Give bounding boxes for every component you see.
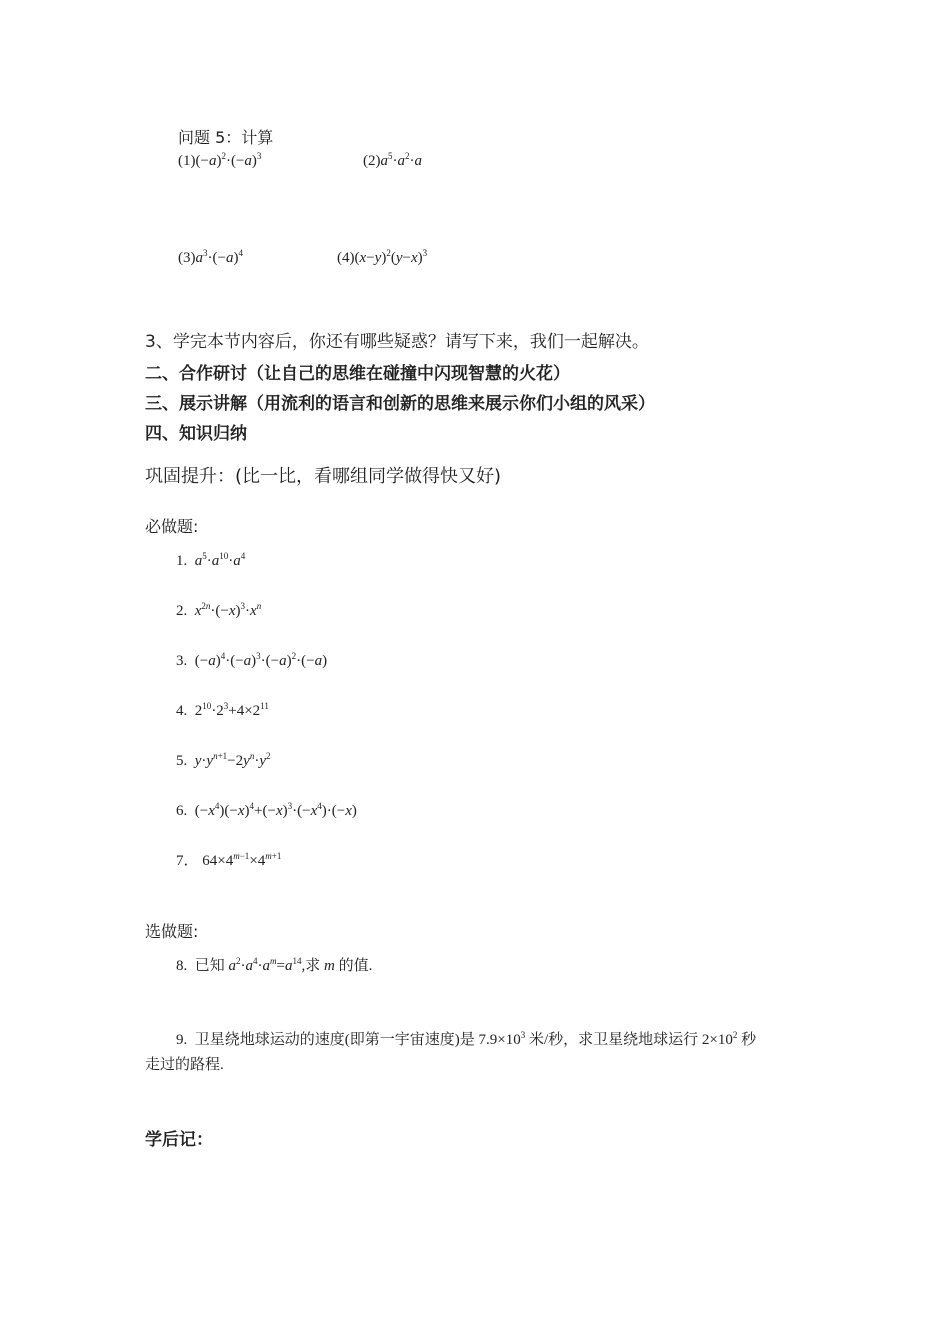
optional-item-9-line1: 9. 卫星绕地球运动的速度(即第一宇宙速度)是 $7.9\times 10^3$ 米/秒，求卫星绕地球运行 $2\times 10^2$ 秒 xyxy=(176,1030,757,1048)
required-label: 必做题: xyxy=(145,517,199,536)
required-item-2: 2. $x^{2n}\cdot(-x)^3\cdot x^n$ xyxy=(176,601,262,619)
problem5-item-2: $(2)a^5\cdot a^2\cdot a$ xyxy=(363,151,422,169)
problem5-item-3: $(3)a^3\cdot(-a)^4$ xyxy=(178,248,243,266)
optional-label: 选做题: xyxy=(145,922,199,941)
optional-item-8: 8. 已知 $a^2\cdot a^4\cdot a^m=a^{14}$,求 m 的值. xyxy=(176,956,373,974)
consolidate-heading: 巩固提升：(比一比，看哪组同学做得快又好) xyxy=(145,466,502,487)
problem5-item-4: $(4)(x-y)^2(y-x)^3$ xyxy=(337,248,428,266)
required-item-5: 5. $y\cdot y^{n+1}-2y^n\cdot y^2$ xyxy=(176,751,271,769)
heading-presentation: 三、展示讲解（用流利的语言和创新的思维来展示你们小组的风采） xyxy=(145,394,655,414)
section-3-question: 3、学完本节内容后，你还有哪些疑惑？请写下来，我们一起解决。 xyxy=(145,332,649,352)
optional-item-9-line2: 走过的路程. xyxy=(145,1057,224,1073)
required-item-6: 6. $(-x^4)(-x)^4+(-x)^3\cdot(-x^4)\cdot(-x)$ xyxy=(176,801,357,819)
required-item-1: 1. $a^5\cdot a^{10}\cdot a^4$ xyxy=(176,551,246,569)
required-item-4: 4. $2^{10}\cdot 2^3+4\times 2^{11}$ xyxy=(176,701,269,719)
after-study-notes: 学后记： xyxy=(145,1130,213,1150)
problem5-heading: 问题 5：计算 xyxy=(178,128,274,147)
heading-cooperation: 二、合作研讨（让自己的思维在碰撞中闪现智慧的火花） xyxy=(145,364,570,384)
problem5-item-1: $(1)(-a)^2\cdot(-a)^3$ xyxy=(178,151,262,169)
required-item-3: 3. $(-a)^4\cdot(-a)^3\cdot(-a)^2\cdot(-a)$ xyxy=(176,651,328,669)
heading-summary: 四、知识归纳 xyxy=(145,424,247,444)
required-item-7: 7． $64\times 4^{m-1}\times 4^{m+1}$ xyxy=(176,851,282,869)
